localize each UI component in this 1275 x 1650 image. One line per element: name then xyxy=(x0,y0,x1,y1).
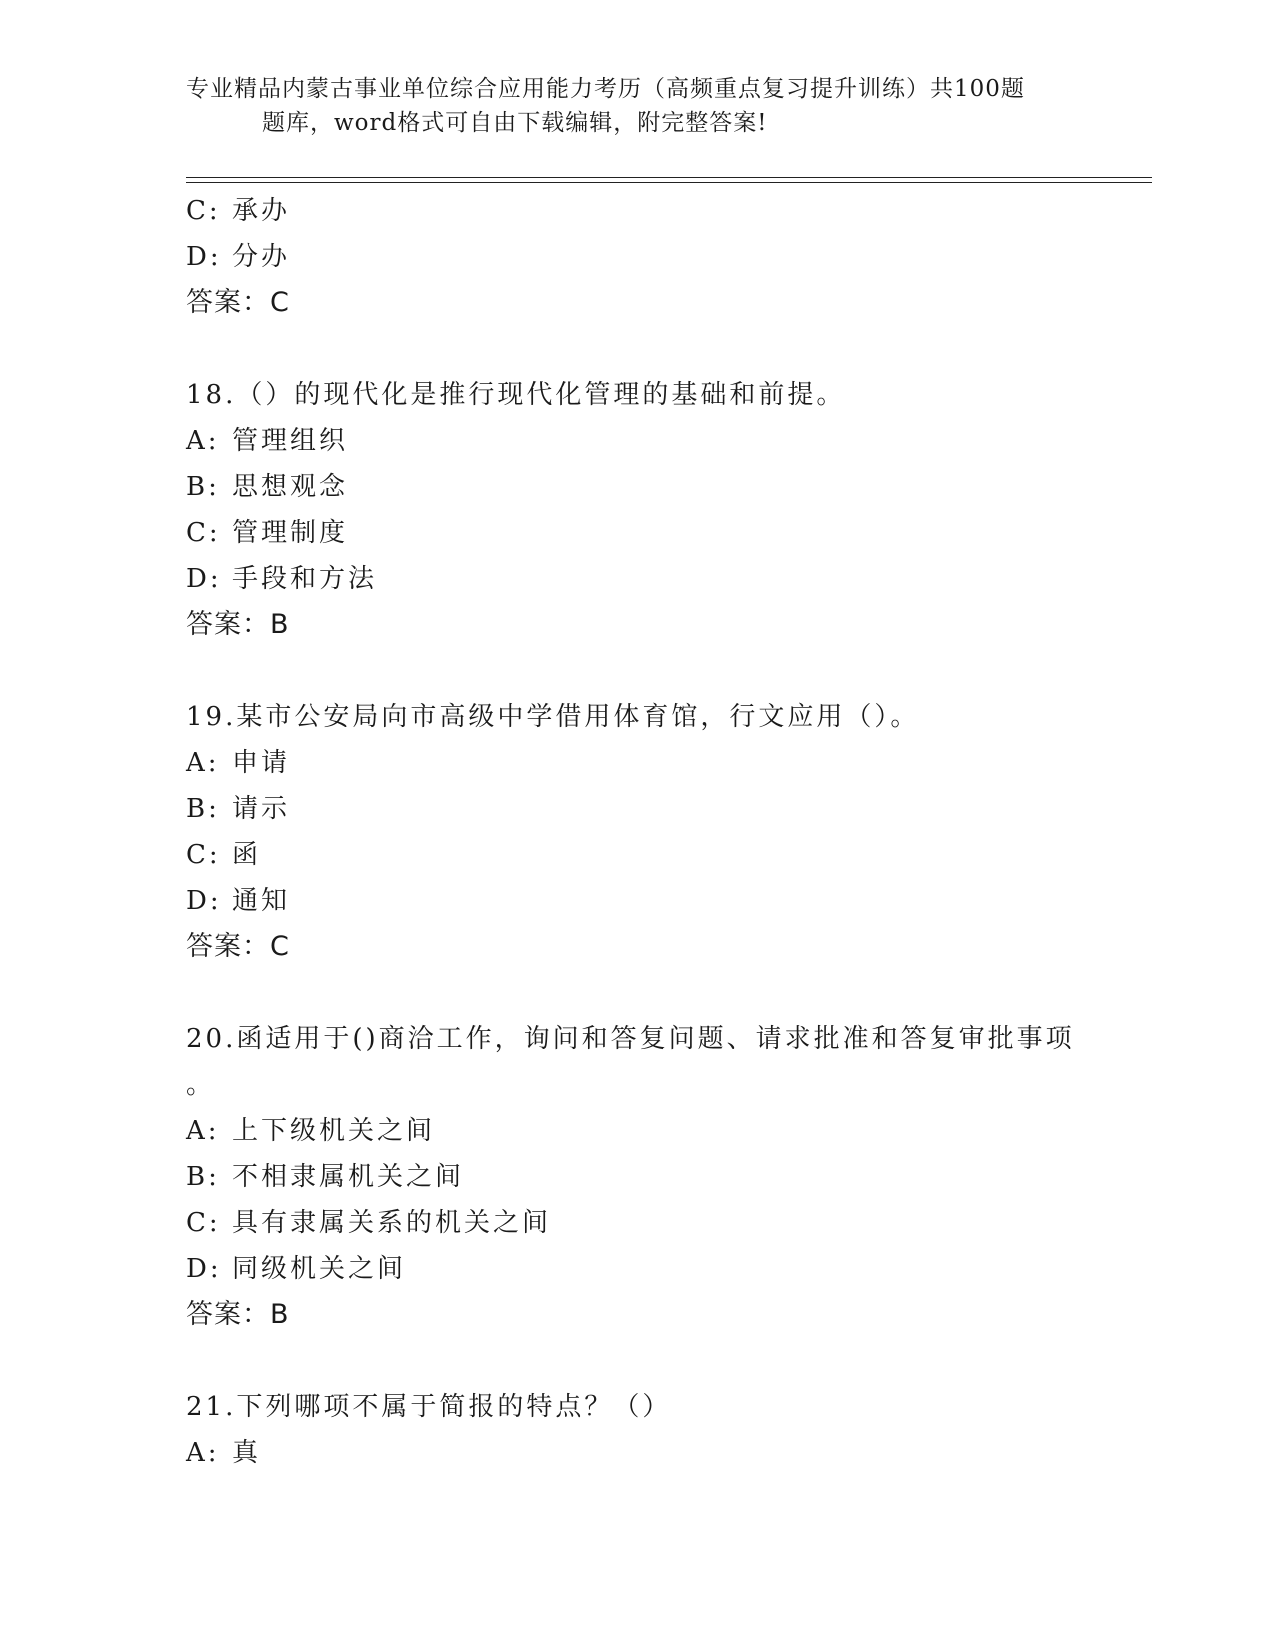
question-text-line-2: 。 xyxy=(186,1070,216,1100)
option-label: C: xyxy=(186,518,221,548)
option-d xyxy=(186,1246,1146,1292)
option-a xyxy=(186,1430,1146,1476)
option-b xyxy=(186,1154,1146,1200)
option-text: 真 xyxy=(232,1438,262,1468)
option-text: 思想观念 xyxy=(232,472,349,502)
option-d xyxy=(186,878,1146,924)
option-text: 管理制度 xyxy=(232,518,349,548)
question-19 xyxy=(186,694,1146,970)
option-label: A: xyxy=(186,748,220,778)
option-label: B: xyxy=(186,794,220,824)
option-label: B: xyxy=(186,472,220,502)
option-d xyxy=(186,234,1146,280)
option-text: 同级机关之间 xyxy=(232,1254,407,1284)
option-c xyxy=(186,510,1146,556)
option-text: 通知 xyxy=(232,886,291,916)
option-c xyxy=(186,832,1146,878)
option-text: 请示 xyxy=(232,794,291,824)
option-text: 函 xyxy=(232,840,262,870)
option-label: D: xyxy=(186,564,222,594)
option-label: A: xyxy=(186,1116,220,1146)
option-label: C: xyxy=(186,196,221,226)
option-c xyxy=(186,1200,1146,1246)
option-a xyxy=(186,740,1146,786)
question-21 xyxy=(186,1384,1146,1476)
option-b xyxy=(186,786,1146,832)
question-text-line-1: 20.函适用于()商洽工作，询问和答复问题、请求批准和答复审批事项 xyxy=(186,1024,1075,1054)
option-text: 不相隶属机关之间 xyxy=(232,1162,465,1192)
answer: 答案：C xyxy=(186,931,290,962)
question-text: 19.某市公安局向市高级中学借用体育馆，行文应用（）。 xyxy=(186,702,920,732)
option-text: 具有隶属关系的机关之间 xyxy=(232,1208,552,1238)
option-text: 上下级机关之间 xyxy=(232,1116,436,1146)
question-list xyxy=(186,188,1146,1476)
option-c xyxy=(186,188,1146,234)
option-text: 分办 xyxy=(232,242,291,272)
question-18 xyxy=(186,372,1146,648)
answer: 答案：C xyxy=(186,287,290,318)
option-label: D: xyxy=(186,1254,222,1284)
option-label: A: xyxy=(186,426,220,456)
option-b xyxy=(186,464,1146,510)
option-text: 申请 xyxy=(232,748,291,778)
option-d xyxy=(186,556,1146,602)
document-header xyxy=(186,72,1106,140)
header-title-line-2: 题库，word格式可自由下载编辑，附完整答案! xyxy=(262,110,768,136)
header-title-line-1: 专业精品内蒙古事业单位综合应用能力考历（高频重点复习提升训练）共100题 xyxy=(186,76,1025,102)
answer: 答案：B xyxy=(186,1299,290,1330)
option-text: 手段和方法 xyxy=(232,564,378,594)
option-label: D: xyxy=(186,886,222,916)
option-label: D: xyxy=(186,242,222,272)
question-17-continued xyxy=(186,188,1146,326)
option-a xyxy=(186,1108,1146,1154)
question-text: 21.下列哪项不属于简报的特点？（） xyxy=(186,1392,672,1422)
answer: 答案：B xyxy=(186,609,290,640)
header-rule-top xyxy=(186,177,1152,178)
question-text: 18.（）的现代化是推行现代化管理的基础和前提。 xyxy=(186,380,846,410)
header-rule-bottom xyxy=(186,182,1152,183)
option-text: 承办 xyxy=(232,196,291,226)
option-label: C: xyxy=(186,840,221,870)
option-label: B: xyxy=(186,1162,220,1192)
option-label: A: xyxy=(186,1438,220,1468)
question-20 xyxy=(186,1016,1146,1338)
option-label: C: xyxy=(186,1208,221,1238)
option-a xyxy=(186,418,1146,464)
option-text: 管理组织 xyxy=(232,426,349,456)
